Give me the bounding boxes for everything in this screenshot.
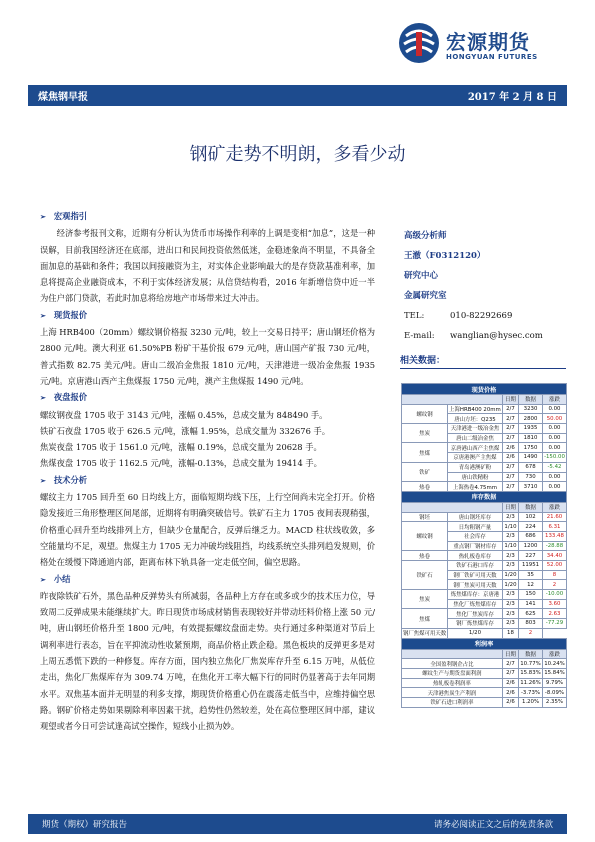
row-change: 0.00 bbox=[542, 404, 566, 414]
section-spot bbox=[40, 307, 375, 389]
row-change: 2.35% bbox=[542, 697, 566, 707]
row-value: 730 bbox=[519, 472, 543, 482]
row-name: 钢厂焦煤可用天数 bbox=[402, 628, 448, 638]
row-change: -28.88 bbox=[542, 541, 566, 551]
arrow-bullet-icon: ➢ bbox=[40, 310, 46, 320]
section-technical bbox=[40, 472, 375, 571]
row-change: -10.00 bbox=[542, 590, 566, 600]
table-cell: 涨跌 bbox=[542, 395, 566, 405]
row-date: 1/20 bbox=[448, 628, 503, 638]
row-change: 34.40 bbox=[542, 551, 566, 561]
row-change: 0.00 bbox=[542, 482, 566, 492]
row-date: 1/10 bbox=[502, 522, 518, 532]
row-value: 1.20% bbox=[519, 697, 543, 707]
row-value: 35 bbox=[519, 570, 543, 580]
row-date: 2/6 bbox=[502, 697, 518, 707]
row-date: 2/6 bbox=[502, 443, 518, 453]
row-value: 11.26% bbox=[520, 679, 541, 686]
row-group: 焦煤 bbox=[402, 443, 448, 462]
row-date: 2/7 bbox=[502, 424, 518, 434]
row-date: 1/10 bbox=[502, 541, 518, 551]
row-date: 2/3 bbox=[502, 609, 518, 619]
row-change: 15.84% bbox=[544, 670, 565, 677]
row-value: 102 bbox=[519, 512, 543, 522]
section-heading: ➢ 小结 bbox=[40, 573, 71, 584]
row-value: 678 bbox=[519, 462, 543, 472]
arrow-bullet-icon: ➢ bbox=[40, 212, 46, 221]
analyst-phone: TEL: 010-82292669 bbox=[404, 311, 513, 321]
section-paragraph: 昨夜除铁矿石外，黑色品种反弹势头有所减弱，各品种上方存在或多或少的技术压力位，导致周二反弹成果未能继续扩大。昨日现货市场成材销售表现较好并带动坯料价格上涨 50 元/吨，唐山钢坯价格升至 1800 元/吨，有效提振螺纹盘面走势。央行通过多种渠道对节后上调利率进行表态，旨在平抑流动性收紧预期，商品价格止跌企稳。黑色板块的反弹更多是对上周五悉慌下跌的一种修复。库存方面，国内独立焦化厂焦炭库存升至 6.15 万吨，从低位走出，焦化厂焦煤库存为 309.74 万吨，在焦化开工率大幅下行的同时仍显著高于去年同期水平。双焦基本面并无明显的利多支撑，期现货价格重心仍在震荡走低当中，应维持偏空思路。钢矿价格走势如果剔除利率因素干扰，趋势性仍然较差，处在高位整理区间中部，建议观望或者今日可尝试逢高试空操作，短线小止损为妙。 bbox=[40, 590, 375, 732]
table-row bbox=[402, 697, 567, 707]
row-date: 2/6 bbox=[502, 678, 518, 688]
table-cell: 日期 bbox=[502, 395, 518, 405]
row-change: 2 bbox=[542, 580, 566, 590]
table-row bbox=[402, 561, 567, 571]
row-value: 1935 bbox=[519, 424, 543, 434]
row-date: 2/3 bbox=[502, 531, 518, 541]
section-summary bbox=[40, 571, 375, 735]
row-group: 铁矿 bbox=[402, 462, 448, 481]
row-date: 2/7 bbox=[502, 472, 518, 482]
table-column-header bbox=[402, 649, 567, 659]
row-group: 焦煤 bbox=[402, 609, 448, 628]
table-section-header bbox=[402, 638, 567, 649]
table-row bbox=[402, 628, 567, 638]
row-date: 2/3 bbox=[502, 512, 518, 522]
section-paragraph: 焦炭夜盘 1705 收于 1561.0 元/吨，涨幅 0.19%，总成交量为 20628 手。 bbox=[40, 442, 322, 453]
row-date: 2/7 bbox=[502, 482, 518, 492]
row-name: 上海热卷4.75mm bbox=[448, 482, 503, 492]
row-value: 10.77% bbox=[520, 660, 541, 667]
table-cell: 数据 bbox=[519, 502, 543, 512]
section-macro bbox=[40, 208, 375, 307]
table-row bbox=[402, 522, 567, 532]
row-date: 2/3 bbox=[502, 590, 518, 600]
section-paragraph: 经济参考报刊文称，近期有分析认为货币市场操作利率的上调是变相“加息”，这是一种误解，目前我国经济还在底部，进出口和民间投资依然低迷，金稳迹象尚不明显，不具备全面加息的基础和条件；我国以间接融资为主，对实体企业影响最大的是存贷款基准利率，加息将提高企业融资成本，不利于实体经济发展；从信贷结构看，2016 年新增信贷中近一半为住户部门贷款，若此时加息将给房地产市场带来过大冲击。 bbox=[40, 228, 375, 304]
row-name: 钢厂炼焦煤库存 bbox=[448, 619, 503, 629]
row-name: 京唐港山西产主焦煤 bbox=[448, 443, 503, 453]
email-link[interactable]: wanglian@hysec.com bbox=[450, 331, 543, 341]
row-change: 52.00 bbox=[542, 561, 566, 571]
table-row bbox=[402, 668, 567, 678]
analyst-dept: 研究中心 bbox=[404, 271, 439, 281]
company-logo bbox=[398, 22, 554, 80]
row-value: 803 bbox=[519, 619, 543, 629]
logo-mark-icon bbox=[398, 22, 440, 64]
table-cell: 日期 bbox=[502, 502, 518, 512]
row-change: 2 bbox=[519, 628, 543, 638]
row-date: 2/7 bbox=[502, 404, 518, 414]
row-value: 224 bbox=[519, 522, 543, 532]
table-column-header bbox=[402, 395, 567, 405]
row-value: 227 bbox=[519, 551, 543, 561]
section-paragraph: 螺纹主力 1705 回升至 60 日均线上方，面临短期均线下压，上行空间尚未完全打开。价格隐发接近三角形整理区间尾部，近期将有明确突破信号。铁矿石主力 1705 夜间表现稍强，价格重心回升至均线排列上方，但缺少仓量配合，反弹后继乏力。MACD 柱状线收敛，多空能量均不足，观望。焦煤主力 1705 无力冲破均线阻挡，均线系统空头排列趋发规则，价格处在缓慢下降通道内部，距离布林下轨具备一定走低空间，偏空思路。 bbox=[40, 492, 375, 568]
section-night bbox=[40, 389, 375, 471]
row-date: 2/3 bbox=[502, 599, 518, 609]
row-group: 螺纹钢 bbox=[402, 404, 448, 423]
row-name: 铁矿石港口库存 bbox=[448, 561, 503, 571]
section-heading: ➢ 技术分析 bbox=[40, 474, 88, 485]
table-column-header bbox=[402, 502, 567, 512]
row-change: 6.31 bbox=[542, 522, 566, 532]
row-change: 9.79% bbox=[542, 678, 566, 688]
row-change: -150.00 bbox=[544, 454, 565, 461]
table-row bbox=[402, 678, 567, 688]
row-date: 2/3 bbox=[502, 551, 518, 561]
row-value: 18 bbox=[502, 628, 518, 638]
section-heading: ➢ 宏观指引 bbox=[40, 211, 88, 221]
row-name: 京唐港澳产主焦煤 bbox=[448, 453, 503, 463]
row-name: 热轧板卷利润率 bbox=[402, 678, 503, 688]
row-date: 1/20 bbox=[502, 570, 518, 580]
row-change: 3.60 bbox=[542, 599, 566, 609]
logo-chinese-name: 宏源期货 bbox=[446, 30, 530, 54]
analyst-title: 高级分析师 bbox=[404, 231, 447, 241]
table-row bbox=[402, 590, 567, 600]
row-group: 钢坯 bbox=[402, 512, 448, 522]
row-group: 热卷 bbox=[402, 551, 448, 561]
row-change: -5.42 bbox=[542, 462, 566, 472]
analyst-info bbox=[404, 226, 569, 346]
table-row bbox=[402, 404, 567, 414]
table-row bbox=[402, 482, 567, 492]
row-name: 唐山钢坯库存 bbox=[448, 512, 503, 522]
row-name: 上海HRB400 20mm bbox=[448, 404, 503, 414]
table-cell: 日期 bbox=[502, 649, 518, 659]
table-row bbox=[402, 609, 567, 619]
row-name: 热轧板卷库存 bbox=[448, 551, 503, 561]
row-name: 天津港焦炭生产利润 bbox=[402, 688, 503, 698]
footer-disclaimer: 请务必阅读正文之后的免责条款 bbox=[433, 820, 553, 830]
table-cell: 数据 bbox=[519, 395, 543, 405]
footer-band bbox=[28, 814, 567, 834]
section-paragraph: 上海 HRB400（20mm）螺纹钢价格报 3230 元/吨，较上一交易日持平；唐山钢坯价格为 2800 元/吨。澳大利亚 61.50%PB 粉矿干基价报 679 元/吨，唐山国产矿报 730 元/吨，普式指数 82.75 美元/吨。唐山二级冶金焦报 1810 元/吨，天津港进一级冶金焦报 1935 元/吨。京唐港山西产主焦煤报 1750 元/吨，澳产主焦煤报 1490 元/吨。 bbox=[40, 327, 375, 386]
row-date: 1/20 bbox=[502, 580, 518, 590]
table-row bbox=[402, 659, 567, 669]
table-section-header bbox=[402, 384, 567, 395]
row-change: 21.60 bbox=[542, 512, 566, 522]
row-date: 2/6 bbox=[502, 453, 518, 463]
arrow-bullet-icon: ➢ bbox=[40, 574, 46, 584]
table-cell: 涨跌 bbox=[542, 502, 566, 512]
row-name: 重点钢厂钢材库存 bbox=[448, 541, 503, 551]
row-value: 625 bbox=[519, 609, 543, 619]
row-value: 1200 bbox=[519, 541, 543, 551]
row-group: 铁矿石 bbox=[402, 561, 448, 590]
row-change: 2.63 bbox=[542, 609, 566, 619]
row-value: 141 bbox=[519, 599, 543, 609]
report-date: 2017 年 2 月 8 日 bbox=[467, 92, 557, 103]
header-band bbox=[28, 85, 567, 106]
table-row bbox=[402, 462, 567, 472]
row-date: 2/6 bbox=[502, 688, 518, 698]
row-name: 唐山方坯：Q235 bbox=[448, 414, 503, 424]
section-title: 库存数据 bbox=[402, 491, 567, 502]
table-row bbox=[402, 512, 567, 522]
table-row bbox=[402, 551, 567, 561]
row-value: 1750 bbox=[519, 443, 543, 453]
row-group: 热卷 bbox=[402, 482, 448, 492]
row-name: 焦化厂炼焦煤库存 bbox=[448, 599, 503, 609]
report-type: 煤焦钢早报 bbox=[38, 92, 88, 103]
row-change: -77.29 bbox=[542, 619, 566, 629]
market-data-table bbox=[401, 383, 567, 708]
table-row bbox=[402, 443, 567, 453]
row-group: 焦炭 bbox=[402, 590, 448, 609]
section-heading: ➢ 夜盘报价 bbox=[40, 392, 88, 403]
row-group: 焦炭 bbox=[402, 424, 448, 443]
analyst-email: E-mail: wanglian@hysec.com bbox=[404, 331, 543, 341]
row-change: 133.48 bbox=[542, 531, 566, 541]
table-cell: 涨跌 bbox=[542, 649, 566, 659]
related-data-title: 相关数据： bbox=[400, 353, 566, 369]
row-change: 0.00 bbox=[542, 433, 566, 443]
arrow-bullet-icon: ➢ bbox=[40, 393, 46, 403]
row-change: 50.00 bbox=[542, 414, 566, 424]
row-name: 螺纹生产与期货盘面利润 bbox=[402, 668, 503, 678]
footer-report-type: 期货（期权）研究报告 bbox=[42, 820, 128, 830]
row-change: 8 bbox=[542, 570, 566, 580]
row-date: 2/7 bbox=[502, 433, 518, 443]
analyst-subdept: 金属研究室 bbox=[404, 291, 447, 301]
row-date: 2/7 bbox=[502, 659, 518, 669]
row-change: 0.00 bbox=[542, 472, 566, 482]
row-change: 0.00 bbox=[542, 424, 566, 434]
row-name: 钢厂铁矿可用天数 bbox=[448, 570, 503, 580]
row-change: -8.09% bbox=[542, 688, 566, 698]
table-cell bbox=[402, 395, 503, 405]
row-name: 青岛港澳矿粉 bbox=[448, 462, 503, 472]
section-title: 利润率 bbox=[402, 638, 567, 649]
arrow-bullet-icon: ➢ bbox=[40, 475, 46, 485]
row-name: 钢厂焦炭可用天数 bbox=[448, 580, 503, 590]
row-group: 螺纹钢 bbox=[402, 522, 448, 551]
table-section-header bbox=[402, 491, 567, 502]
row-name: 社会库存 bbox=[448, 531, 503, 541]
row-value: 15.83% bbox=[520, 670, 541, 677]
table-row bbox=[402, 688, 567, 698]
row-date: 2/7 bbox=[502, 668, 518, 678]
row-date: 2/3 bbox=[502, 561, 518, 571]
table-cell bbox=[402, 649, 503, 659]
logo-english-name: HONGYUAN FUTURES bbox=[446, 53, 538, 61]
row-value: 2800 bbox=[519, 414, 543, 424]
row-date: 2/7 bbox=[502, 414, 518, 424]
row-value: 3710 bbox=[519, 482, 543, 492]
row-value: 150 bbox=[519, 590, 543, 600]
section-paragraph: 螺纹钢夜盘 1705 收于 3143 元/吨，涨幅 0.45%，总成交量为 848490 手。 bbox=[40, 409, 328, 420]
main-content bbox=[40, 208, 375, 735]
table-cell bbox=[402, 502, 503, 512]
row-name: 唐山二级冶金焦 bbox=[448, 433, 503, 443]
row-date: 2/7 bbox=[502, 462, 518, 472]
report-title: 钢矿走势不明朗，多看少动 bbox=[189, 144, 406, 165]
table-cell: 数据 bbox=[519, 649, 543, 659]
row-value: 1810 bbox=[519, 433, 543, 443]
row-name: 全国盈利钢企占比 bbox=[402, 659, 503, 669]
row-value: -3.73% bbox=[519, 688, 543, 698]
row-name: 天津港进一级冶金焦 bbox=[448, 424, 503, 434]
row-change: 10.24% bbox=[544, 660, 565, 667]
row-name: 炼焦煤库存：京唐港 bbox=[448, 590, 503, 600]
row-name: 日均粗钢产量 bbox=[448, 522, 503, 532]
section-heading: ➢ 现货报价 bbox=[40, 309, 88, 320]
row-value: 1490 bbox=[519, 453, 543, 463]
table-row bbox=[402, 424, 567, 434]
row-value: 3230 bbox=[519, 404, 543, 414]
section-title: 现货价格 bbox=[402, 384, 567, 395]
row-value: 12 bbox=[519, 580, 543, 590]
row-name: 铁矿石进口利润率 bbox=[402, 697, 503, 707]
row-value: 11951 bbox=[519, 561, 543, 571]
section-paragraph: 铁矿石夜盘 1705 收于 626.5 元/吨，涨幅 1.95%，总成交量为 332676 手。 bbox=[40, 425, 331, 436]
analyst-name: 王澈（F0312120） bbox=[404, 251, 486, 261]
row-date: 2/3 bbox=[502, 619, 518, 629]
row-name: 焦化厂焦炭库存 bbox=[448, 609, 503, 619]
section-paragraph: 焦煤夜盘 1705 收于 1162.5 元/吨，涨幅-0.13%，总成交量为 19414 手。 bbox=[40, 458, 322, 469]
row-value: 686 bbox=[519, 531, 543, 541]
row-name: 唐山铁精粉 bbox=[448, 472, 503, 482]
row-change: 0.00 bbox=[542, 443, 566, 453]
